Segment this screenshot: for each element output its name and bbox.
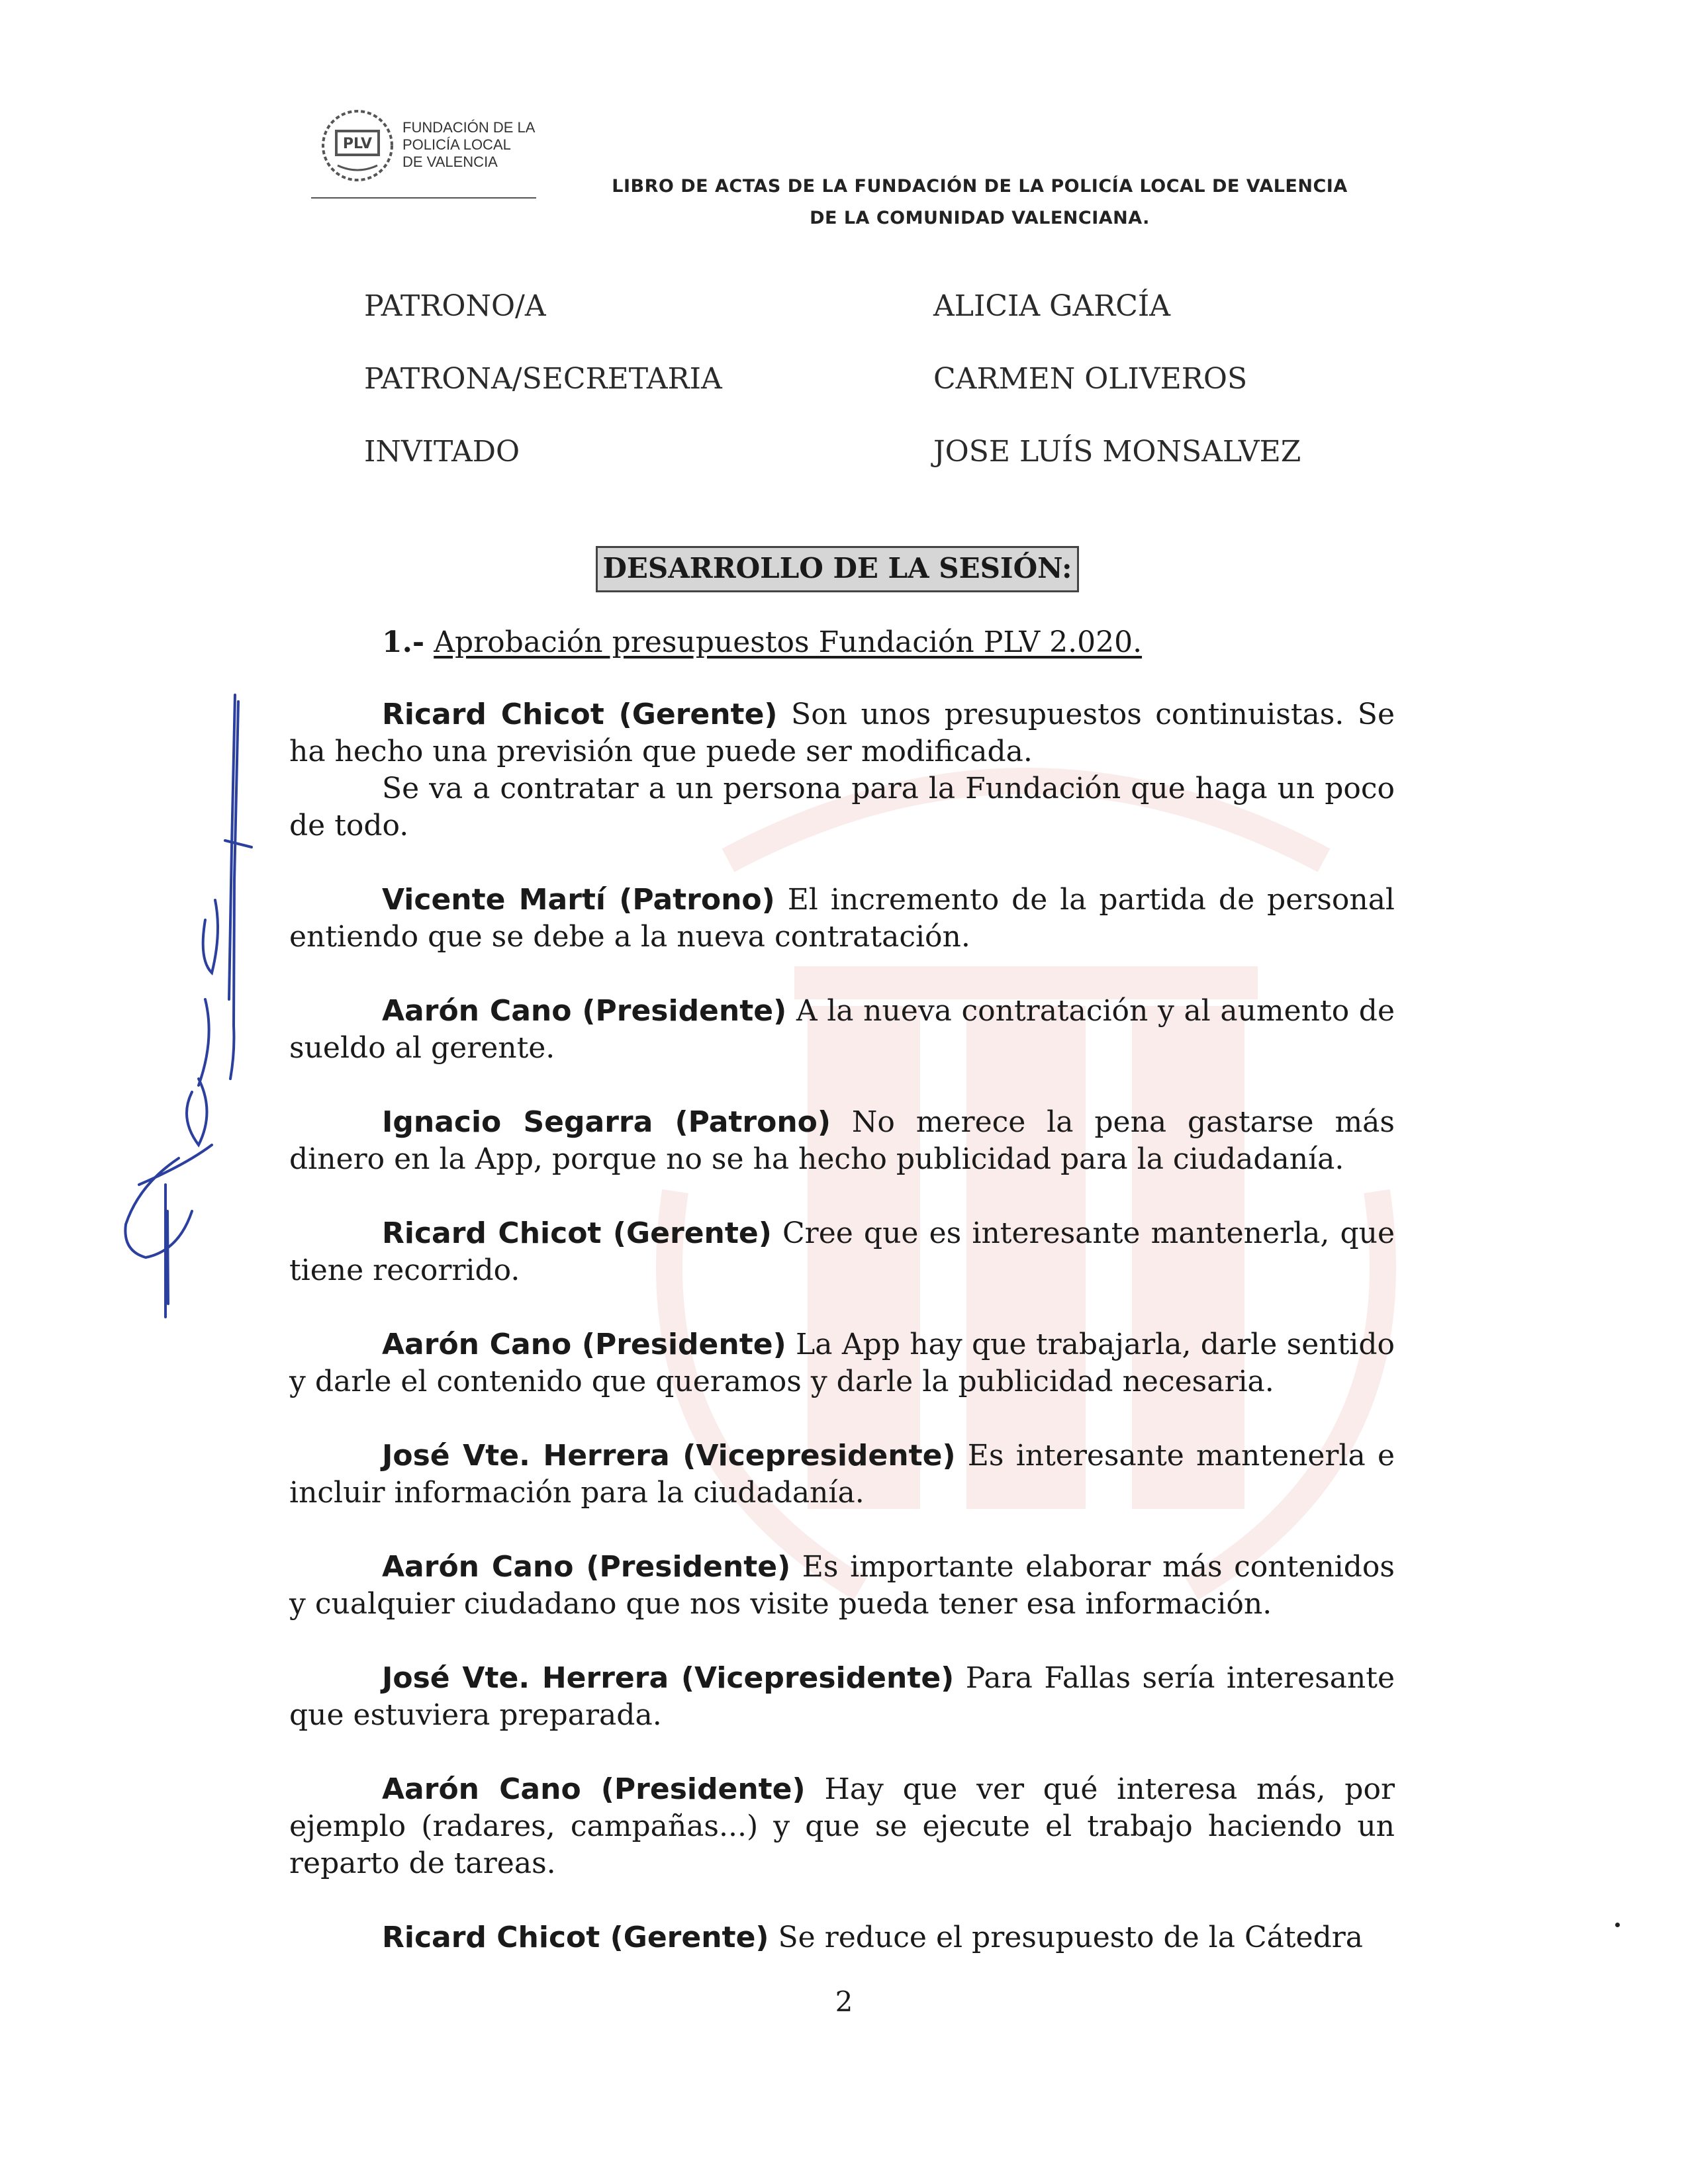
logo-line-2: POLICÍA LOCAL (402, 136, 511, 153)
intervention-paragraph (289, 1549, 1395, 1623)
speaker-name: José Vte. Herrera (Vicepresidente) (382, 1661, 955, 1695)
intervention-paragraph (289, 1104, 1395, 1178)
logo-badge: PLV (342, 136, 373, 152)
speaker-name: Aarón Cano (Presidente) (382, 1772, 806, 1806)
attendee-role: INVITADO (364, 435, 520, 469)
intervention-text: No merece la pena gastarse más dinero en la App, porque no se ha hecho publicidad para la ciudadanía. (289, 1105, 1395, 1176)
intervention-paragraph (289, 882, 1395, 956)
plv-seal-icon (318, 106, 397, 185)
intervention-text: La App hay que trabajarla, darle sentido y darle el contenido que queramos y darle la publicidad necesaria. (289, 1328, 1395, 1398)
intervention-paragraph (289, 1919, 1395, 1956)
logo-line-1: FUNDACIÓN DE LA (402, 119, 536, 136)
intervention-paragraph (289, 1326, 1395, 1400)
intervention-paragraph (289, 696, 1395, 770)
speaker-name: Aarón Cano (Presidente) (382, 994, 787, 1028)
speaker-name: Ricard Chicot (Gerente) (382, 1921, 769, 1954)
handwritten-signature (99, 682, 258, 1330)
book-title-line-2: DE LA COMUNIDAD VALENCIANA. (810, 208, 1150, 228)
attendee-name: JOSE LUÍS MONSALVEZ (933, 435, 1301, 469)
agenda-item (382, 625, 1142, 659)
intervention-text: Cree que es interesante mantenerla, que tiene recorrido. (289, 1216, 1395, 1287)
intervention-text: A la nueva contratación y al aumento de sueldo al gerente. (289, 994, 1395, 1065)
book-title (530, 171, 1430, 234)
intervention-text: Se va a contratar a un persona para la Fundación que haga un poco de todo. (289, 772, 1395, 842)
book-title-line-1: LIBRO DE ACTAS DE LA FUNDACIÓN DE LA POLICÍA LOCAL DE VALENCIA (612, 176, 1348, 197)
intervention-paragraph (289, 993, 1395, 1067)
logo-line-3: DE VALENCIA (402, 154, 498, 170)
attendee-name: CARMEN OLIVEROS (933, 362, 1248, 396)
speaker-name: Ricard Chicot (Gerente) (382, 698, 778, 731)
intervention-paragraph (289, 770, 1395, 844)
page-number: 2 (835, 1985, 853, 2018)
header-divider (311, 197, 536, 199)
logo-wordmark (402, 119, 535, 171)
section-title: DESARROLLO DE LA SESIÓN: (596, 546, 1079, 592)
foundation-logo (318, 106, 536, 192)
speaker-name: Ricard Chicot (Gerente) (382, 1216, 772, 1250)
agenda-number: 1.- (382, 625, 425, 659)
intervention-text: Para Fallas sería interesante que estuviera preparada. (289, 1661, 1395, 1732)
attendee-name: ALICIA GARCÍA (933, 289, 1171, 323)
intervention-text: Son unos presupuestos continuistas. Se ha hecho una previsión que puede ser modificada. (289, 698, 1395, 768)
intervention-paragraph (289, 1771, 1395, 1882)
intervention-text: Es importante elaborar más contenidos y cualquier ciudadano que nos visite pueda tener esa información. (289, 1550, 1395, 1621)
attendee-role: PATRONO/A (364, 289, 546, 323)
speaker-name: Ignacio Segarra (Patrono) (382, 1105, 831, 1139)
speaker-name: Vicente Martí (Patrono) (382, 883, 775, 917)
intervention-text: Es interesante mantenerla e incluir información para la ciudadanía. (289, 1439, 1395, 1510)
minutes-body (289, 696, 1395, 1956)
intervention-text: Hay que ver qué interesa más, por ejemplo (radares, campañas...) y que se ejecute el trabajo haciendo un reparto de tareas. (289, 1772, 1395, 1880)
intervention-paragraph (289, 1215, 1395, 1289)
intervention-text: Se reduce el presupuesto de la Cátedra (778, 1921, 1364, 1954)
intervention-paragraph (289, 1437, 1395, 1512)
speaker-name: Aarón Cano (Presidente) (382, 1550, 791, 1584)
speaker-name: Aarón Cano (Presidente) (382, 1328, 786, 1361)
agenda-text: Aprobación presupuestos Fundación PLV 2.020. (434, 625, 1143, 659)
speaker-name: José Vte. Herrera (Vicepresidente) (382, 1439, 956, 1473)
attendee-role: PATRONA/SECRETARIA (364, 362, 722, 396)
scan-speck (1615, 1923, 1620, 1927)
intervention-paragraph (289, 1660, 1395, 1734)
intervention-text: El incremento de la partida de personal entiendo que se debe a la nueva contratación. (289, 883, 1395, 954)
